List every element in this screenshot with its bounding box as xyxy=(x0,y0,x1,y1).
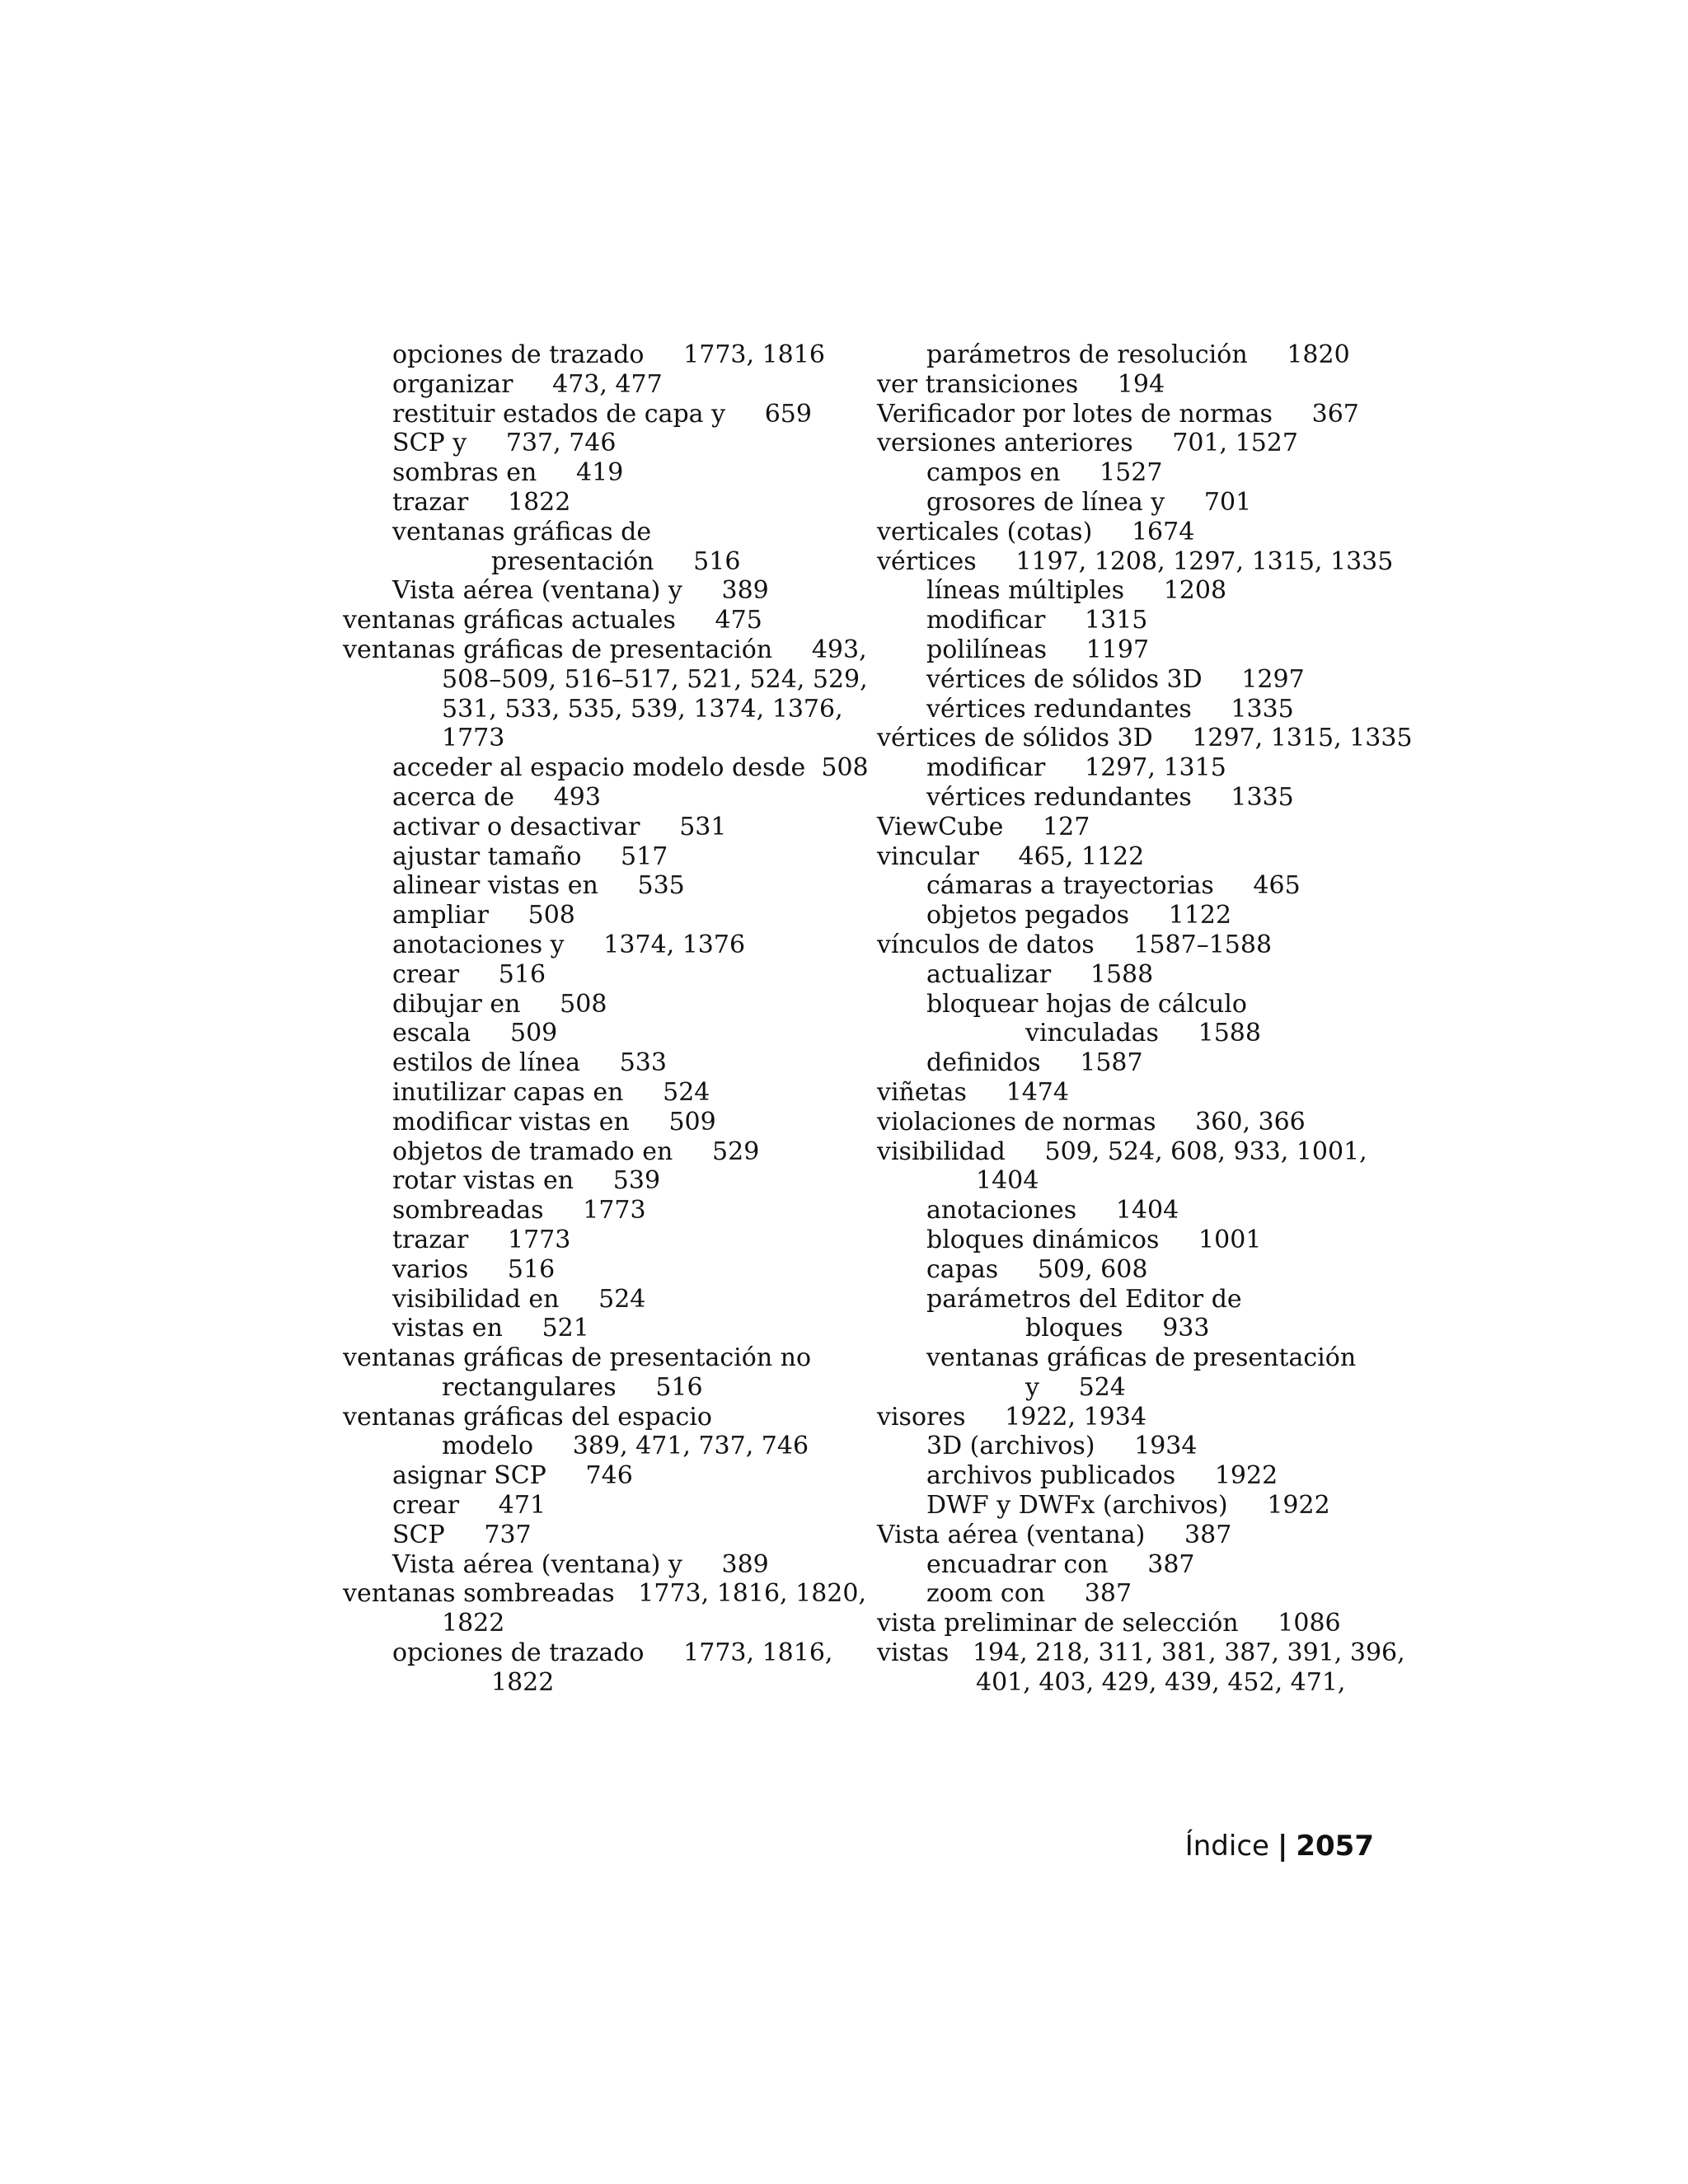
index-subentry: archivos publicados 1922 xyxy=(926,1461,1278,1491)
index-subentry: dibujar en 508 xyxy=(392,989,607,1019)
index-subentry: bloques dinámicos 1001 xyxy=(926,1225,1262,1254)
index-entry: viñetas 1474 xyxy=(877,1077,1069,1107)
index-subentry: cámaras a trayectorias 465 xyxy=(926,871,1301,901)
index-subentry: ampliar 508 xyxy=(392,901,575,930)
page-number: 2057 xyxy=(1296,1830,1374,1863)
index-subentry: bloquear hojas de cálculo xyxy=(926,989,1247,1019)
index-subentry: ajustar tamaño 517 xyxy=(392,841,668,871)
index-subentry: DWF y DWFx (archivos) 1922 xyxy=(926,1491,1330,1521)
index-subentry: trazar 1822 xyxy=(392,487,571,517)
footer-separator: | xyxy=(1277,1830,1288,1863)
index-subentry: modificar 1315 xyxy=(926,606,1148,635)
index-entry: ver transiciones 194 xyxy=(877,369,1165,399)
index-subentry: campos en 1527 xyxy=(926,458,1163,488)
index-subentry: estilos de línea 533 xyxy=(392,1048,667,1078)
index-subentry: crear 471 xyxy=(392,1491,546,1521)
index-subentry: presentación 516 xyxy=(491,546,741,576)
index-subentry: organizar 473, 477 xyxy=(392,369,663,399)
index-entry: ventanas gráficas del espacio xyxy=(343,1402,712,1432)
index-subentry: restituir estados de capa y 659 xyxy=(392,399,812,429)
index-subentry: opciones de trazado 1773, 1816 xyxy=(392,340,825,369)
index-subentry: 401, 403, 429, 439, 452, 471, xyxy=(976,1667,1346,1697)
index-subentry: objetos de tramado en 529 xyxy=(392,1137,760,1166)
index-subentry: rectangulares 516 xyxy=(442,1372,703,1402)
index-subentry: grosores de línea y 701 xyxy=(926,487,1252,517)
index-subentry: líneas múltiples 1208 xyxy=(926,576,1227,606)
index-entry: vincular 465, 1122 xyxy=(877,841,1145,871)
page-footer xyxy=(1185,1828,1374,1864)
index-subentry: escala 509 xyxy=(392,1019,558,1048)
index-subentry: parámetros del Editor de xyxy=(926,1284,1242,1314)
index-subentry: 3D (archivos) 1934 xyxy=(926,1432,1198,1461)
index-subentry: varios 516 xyxy=(392,1254,556,1284)
index-subentry: polilíneas 1197 xyxy=(926,635,1150,664)
index-subentry: activar o desactivar 531 xyxy=(392,812,727,841)
index-entry: ventanas sombreadas 1773, 1816, 1820, xyxy=(343,1579,867,1609)
index-subentry: y 524 xyxy=(1025,1372,1126,1402)
index-subentry: 531, 533, 535, 539, 1374, 1376, xyxy=(442,694,843,724)
index-subentry: bloques 933 xyxy=(1025,1314,1210,1343)
index-entry: vistas 194, 218, 311, 381, 387, 391, 396, xyxy=(877,1638,1405,1668)
index-entry: verticales (cotas) 1674 xyxy=(877,517,1195,546)
index-subentry: modificar vistas en 509 xyxy=(392,1107,716,1137)
index-entry: violaciones de normas 360, 366 xyxy=(877,1107,1306,1137)
index-subentry: ventanas gráficas de xyxy=(392,517,652,546)
index-subentry: Vista aérea (ventana) y 389 xyxy=(392,1549,769,1579)
index-subentry: objetos pegados 1122 xyxy=(926,901,1232,930)
index-subentry: sombras en 419 xyxy=(392,458,624,488)
index-subentry: crear 516 xyxy=(392,959,546,989)
index-subentry: visibilidad en 524 xyxy=(392,1284,646,1314)
index-subentry: anotaciones y 1374, 1376 xyxy=(392,930,746,959)
index-subentry: acceder al espacio modelo desde 508 xyxy=(392,753,869,783)
index-subentry: vistas en 521 xyxy=(392,1314,589,1343)
index-subentry: ventanas gráficas de presentación xyxy=(926,1343,1357,1373)
index-column-left xyxy=(343,340,870,1698)
index-entry: vínculos de datos 1587–1588 xyxy=(877,930,1273,959)
index-subentry: encuadrar con 387 xyxy=(926,1549,1195,1579)
index-entry: vista preliminar de selección 1086 xyxy=(877,1609,1341,1638)
index-subentry: vértices redundantes 1335 xyxy=(926,782,1294,812)
index-entry: vértices de sólidos 3D 1297, 1315, 1335 xyxy=(877,724,1413,753)
index-subentry: vinculadas 1588 xyxy=(1025,1019,1261,1048)
index-subentry: sombreadas 1773 xyxy=(392,1196,646,1226)
index-subentry: SCP 737 xyxy=(392,1520,532,1549)
index-entry: Verificador por lotes de normas 367 xyxy=(877,399,1359,429)
index-subentry: 1822 xyxy=(491,1667,555,1697)
index-subentry: SCP y 737, 746 xyxy=(392,429,617,458)
index-subentry: 508–509, 516–517, 521, 524, 529, xyxy=(442,664,868,694)
index-subentry: modificar 1297, 1315 xyxy=(926,753,1226,783)
index-subentry: modelo 389, 471, 737, 746 xyxy=(442,1432,809,1461)
index-subentry: 1822 xyxy=(442,1609,505,1638)
index-entry: visibilidad 509, 524, 608, 933, 1001, xyxy=(877,1137,1367,1166)
index-subentry: parámetros de resolución 1820 xyxy=(926,340,1350,369)
footer-section-label: Índice xyxy=(1184,1830,1269,1863)
index-subentry: rotar vistas en 539 xyxy=(392,1166,661,1196)
index-entry: ViewCube 127 xyxy=(877,812,1090,841)
index-subentry: zoom con 387 xyxy=(926,1579,1132,1609)
index-entry: versiones anteriores 701, 1527 xyxy=(877,429,1298,458)
index-column-right xyxy=(877,340,1413,1698)
index-subentry: opciones de trazado 1773, 1816, xyxy=(392,1638,833,1668)
index-subentry: definidos 1587 xyxy=(926,1048,1143,1078)
index-entry: ventanas gráficas actuales 475 xyxy=(343,606,762,635)
index-entry: visores 1922, 1934 xyxy=(877,1402,1146,1432)
index-subentry: vértices de sólidos 3D 1297 xyxy=(926,664,1305,694)
index-entry: ventanas gráficas de presentación no xyxy=(343,1343,812,1373)
index-subentry: capas 509, 608 xyxy=(926,1254,1148,1284)
index-subentry: actualizar 1588 xyxy=(926,959,1154,989)
index-subentry: 1773 xyxy=(442,724,505,753)
index-subentry: alinear vistas en 535 xyxy=(392,871,685,901)
index-subentry: vértices redundantes 1335 xyxy=(926,694,1294,724)
index-subentry: asignar SCP 746 xyxy=(392,1461,633,1491)
index-entry: ventanas gráficas de presentación 493, xyxy=(343,635,867,664)
index-subentry: 1404 xyxy=(976,1166,1039,1196)
index-subentry: inutilizar capas en 524 xyxy=(392,1077,710,1107)
index-subentry: anotaciones 1404 xyxy=(926,1196,1179,1226)
index-subentry: Vista aérea (ventana) y 389 xyxy=(392,576,769,606)
index-subentry: trazar 1773 xyxy=(392,1225,571,1254)
index-entry: Vista aérea (ventana) 387 xyxy=(877,1520,1232,1549)
index-entry: vértices 1197, 1208, 1297, 1315, 1335 xyxy=(877,546,1394,576)
index-subentry: acerca de 493 xyxy=(392,782,601,812)
